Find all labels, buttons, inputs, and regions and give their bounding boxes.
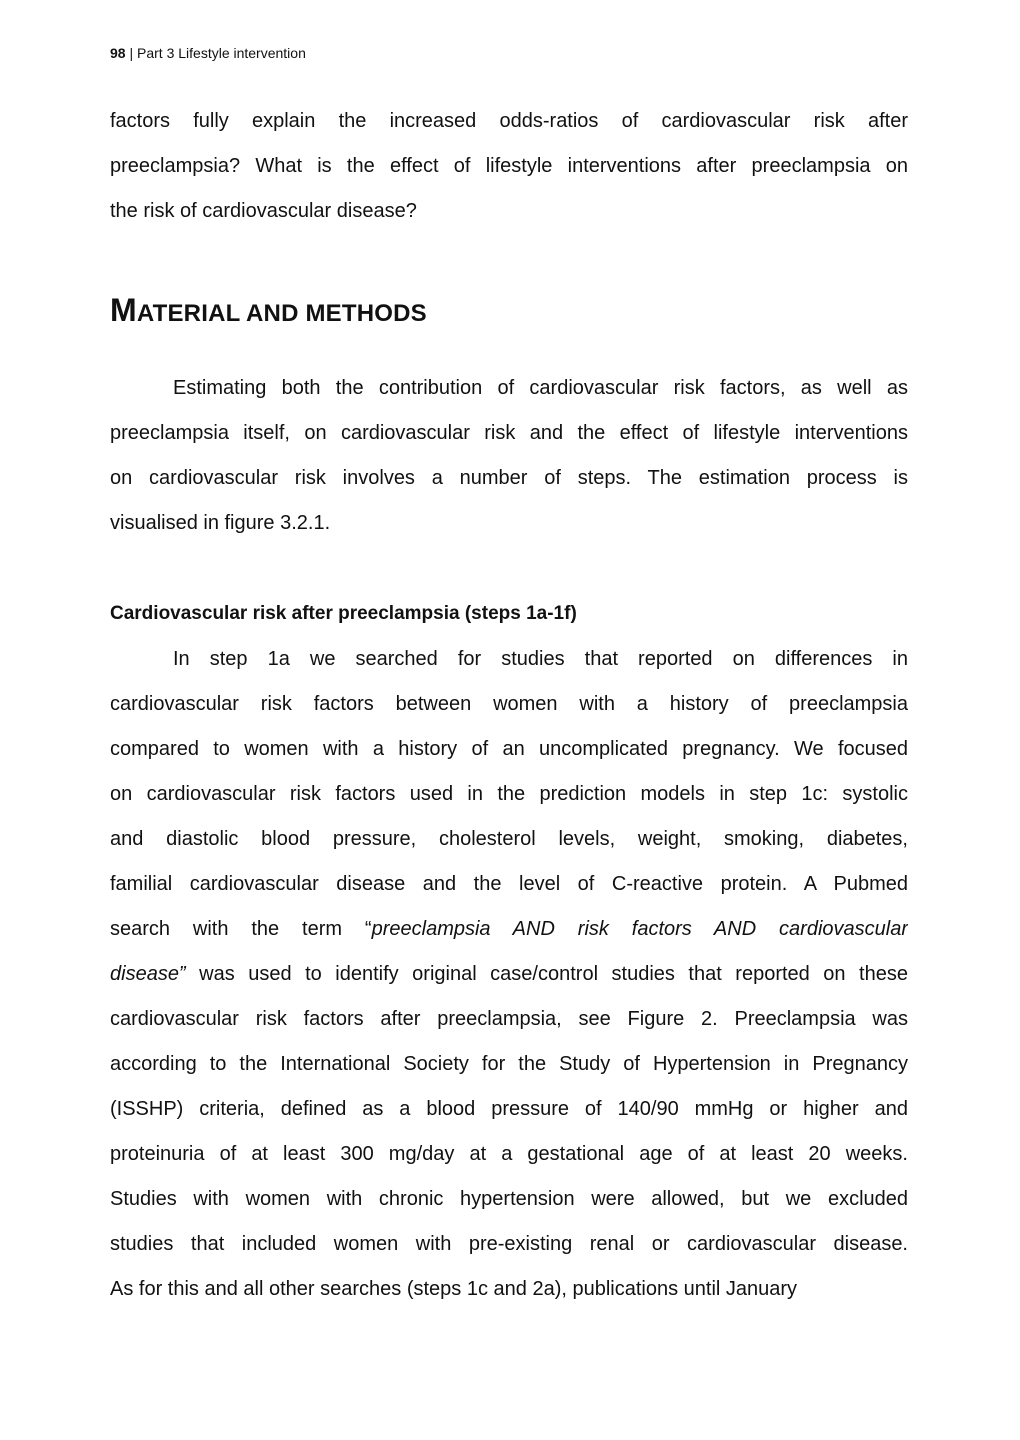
text-line (110, 952, 908, 997)
text-line (110, 682, 908, 727)
text-segment: cardiovascular risk factors after preeclampsia, see Figure 2. Preeclampsia was (110, 1008, 908, 1030)
page-number: 98 (110, 45, 126, 61)
section-heading (110, 292, 427, 329)
text-line (110, 1177, 908, 1222)
text-line (110, 1222, 908, 1267)
text-segment: compared to women with a history of an uncomplicated pregnancy. We focused (110, 738, 908, 760)
italic-text: preeclampsia AND risk factors AND cardiovascular (371, 918, 908, 940)
text-line (110, 907, 908, 952)
text-segment: In step 1a we searched for studies that reported on differences in (173, 648, 908, 670)
text-segment: Studies with women with chronic hypertension were allowed, but we excluded (110, 1188, 908, 1210)
text-line (110, 144, 908, 189)
text-segment: factors fully explain the increased odds-ratios of cardiovascular risk after (110, 110, 908, 132)
text-line (110, 637, 908, 682)
paragraph-methods-intro (110, 366, 908, 546)
text-line (110, 501, 908, 546)
text-segment: on cardiovascular risk factors used in the prediction models in step 1c: systolic (110, 783, 908, 805)
header-separator: | (129, 45, 134, 61)
text-segment: the risk of cardiovascular disease? (110, 200, 417, 222)
text-segment: proteinuria of at least 300 mg/day at a gestational age of at least 20 weeks. (110, 1143, 908, 1165)
text-segment: was used to identify original case/control studies that reported on these (185, 963, 908, 985)
text-segment: visualised in figure 3.2.1. (110, 512, 331, 534)
text-line (110, 1042, 908, 1087)
header-section: Part 3 Lifestyle intervention (137, 45, 306, 61)
subsection-heading: Cardiovascular risk after preeclampsia (steps 1a-1f) (110, 603, 577, 624)
text-line (110, 862, 908, 907)
text-line (110, 411, 908, 456)
text-line (110, 189, 908, 234)
text-line (110, 366, 908, 411)
paragraph-step-1a (110, 637, 908, 1312)
text-segment: As for this and all other searches (steps 1c and 2a), publications until January (110, 1278, 798, 1300)
heading-initial: M (110, 292, 137, 328)
text-line (110, 99, 908, 144)
text-segment: studies that included women with pre-existing renal or cardiovascular disease. (110, 1233, 908, 1255)
paragraph-intro-end (110, 99, 908, 234)
text-segment: according to the International Society for the Study of Hypertension in Pregnancy (110, 1053, 908, 1075)
text-line (110, 456, 908, 501)
text-segment: preeclampsia? What is the effect of lifestyle interventions after preeclampsia on (110, 155, 908, 177)
text-line (110, 817, 908, 862)
running-header (110, 45, 306, 61)
text-segment: Estimating both the contribution of cardiovascular risk factors, as well as (173, 377, 908, 399)
text-segment: preeclampsia itself, on cardiovascular risk and the effect of lifestyle interventions (110, 422, 908, 444)
text-segment: search with the term “ (110, 918, 372, 940)
text-line (110, 1267, 908, 1312)
text-line (110, 1087, 908, 1132)
text-line (110, 997, 908, 1042)
text-segment: familial cardiovascular disease and the level of C-reactive protein. A Pubmed (110, 873, 908, 895)
text-segment: on cardiovascular risk involves a number of steps. The estimation process is (110, 467, 908, 489)
text-line (110, 727, 908, 772)
text-line (110, 1132, 908, 1177)
italic-text: disease” (110, 963, 186, 985)
text-segment: cardiovascular risk factors between women with a history of preeclampsia (110, 693, 908, 715)
text-segment: and diastolic blood pressure, cholesterol levels, weight, smoking, diabetes, (110, 828, 908, 850)
text-line (110, 772, 908, 817)
text-segment: (ISSHP) criteria, defined as a blood pressure of 140/90 mmHg or higher and (110, 1098, 908, 1120)
heading-rest: ATERIAL AND METHODS (136, 300, 427, 327)
